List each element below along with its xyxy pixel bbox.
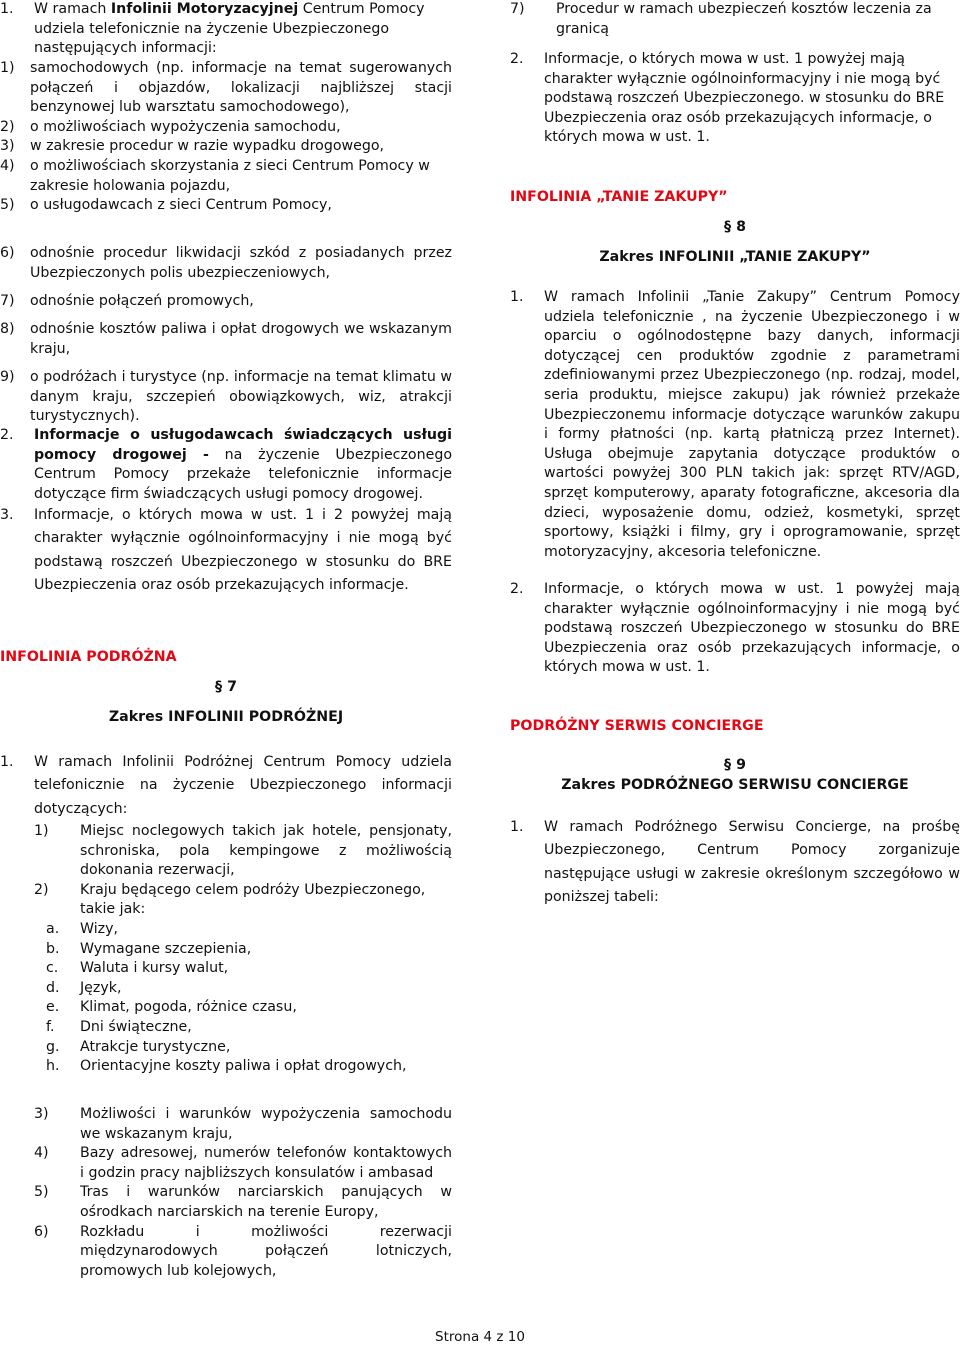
list-item: 4) Bazy adresowej, numerów telefonów kontaktowych i godzin pracy najbliższych konsulatów i ambasad — [34, 1145, 452, 1181]
list-item: 1) samochodowych (np. informacje na temat sugerowanych połączeń i objazdów, lokalizacji najbliższej stacji benzynowej lub warsztatu samochodowego), — [0, 60, 452, 116]
section-heading-red: INFOLINIA PODRÓŻNA — [0, 649, 177, 665]
list-item-text: samochodowych (np. informacje na temat sugerowanych połączeń i objazdów, lokalizacji najbliższej stacji benzynowej lub warsztatu samochodowego), — [30, 60, 452, 116]
travel-list-b — [0, 1105, 452, 1281]
list-item: h. Orientacyjne koszty paliwa i opłat drogowych, — [46, 1058, 407, 1075]
list-item: 5) Tras i warunków narciarskich panujących w ośrodkach narciarskich na terenie Europy, — [34, 1184, 452, 1220]
list-item: e. Klimat, pogoda, różnice czasu, — [46, 999, 297, 1016]
list-item: 2) Kraju będącego celem podróży Ubezpieczonego, takie jak: — [34, 881, 426, 918]
list-item: 4) o możliwościach skorzystania z sieci Centrum Pomocy w zakresie holowania pojazdu, — [0, 157, 430, 194]
list-item: 3) w zakresie procedur w razie wypadku drogowego, — [0, 138, 385, 155]
paragraph-1: 1. W ramach Infolinii „Tanie Zakupy” Centrum Pomocy udziela telefonicznie , na życzenie Ubezpieczonego i w oparciu o ogólnodostępne bazy danych, informacji dotyczącej cen produktów zgodnie z parametrami zdefiniowanymi przez Ubezpieczonego (np. rodzaj, model, seria produktu, miejsce zakupu) jak również przekaże Ubezpieczonemu informacje dotyczące warunków zakupu i formy płatności (np. kartą płatniczą przez Internet). Usługa obejmuje zapytania dotyczące produktów o wartości powyżej 300 PLN takich jak: sprzęt RTV/AGD, sprzęt komputerowy, aparaty fotograficzne, akcesoria dla dzieci, wyposażenie domu, odzież, kosmetyki, sprzęt sportowy, książki i filmy, gry i oprogramowanie, sprzęt motoryzacyjny, akcesoria telefoniczne. — [510, 289, 960, 560]
paragraph-1 — [0, 0, 452, 59]
paragraph-4: 1. W ramach Infolinii Podróżnej Centrum Pomocy udziela telefonicznie na życzenie Ubezpieczonego informacji dotyczących: — [0, 754, 452, 817]
section-number: § 7 — [215, 679, 237, 695]
list-item: g. Atrakcje turystyczne, — [46, 1038, 231, 1055]
list-item: 6) odnośnie procedur likwidacji szkód z posiadanych przez Ubezpieczonych polis ubezpieczeniowych, — [0, 245, 452, 281]
intro-bold: Infolinii Motoryzacyjnej — [110, 1, 299, 17]
travel-letter-list — [0, 920, 452, 1077]
page-footer: Strona 4 z 10 — [435, 1329, 525, 1345]
list-item: c. Waluta i kursy walut, — [46, 960, 229, 977]
intro-text: W ramach — [34, 1, 107, 17]
travel-list-a — [0, 822, 452, 920]
paragraph-2: 2. Informacje o usługodawcach świadczących usługi pomocy drogowej - na życzenie Ubezpieczonego Centrum Pomocy przekaże telefonicznie informacje dotyczące firm świadczących usługi pomocy drogowej. — [0, 427, 453, 502]
list-item: 8) odnośnie kosztów paliwa i opłat drogowych we wskazanym kraju, — [0, 321, 452, 357]
list-item: d. Język, — [46, 979, 122, 996]
section-title: Zakres INFOLINII PODRÓŻNEJ — [108, 709, 344, 725]
paragraph-2: 2. Informacje, o których mowa w ust. 1 powyżej mają charakter wyłącznie ogólnoinformacyjny i nie mogą być podstawą roszczeń Ubezpieczonego. w stosunku do BRE Ubezpieczenia oraz osób przekazujących informacje, o których mowa w ust. 1. — [510, 51, 945, 146]
section-heading-red: INFOLINIA „TANIE ZAKUPY” — [510, 189, 728, 205]
section-title: Zakres INFOLINII „TANIE ZAKUPY” — [599, 249, 871, 265]
list-item: 1) Miejsc noclegowych takich jak hotele, pensjonaty, schroniska, pola kempingowe z możliwością dokonania rezerwacji, — [34, 823, 452, 879]
paragraph-bold: Informacje o usługodawcach świadczących usługi pomocy drogowej - — [34, 427, 452, 463]
list-item: 6) Rozkładu i możliwości rezerwacji międzynarodowych połączeń lotniczych, promowych lub kolejowych, — [34, 1223, 452, 1279]
list-item: 5) o usługodawcach z sieci Centrum Pomocy, — [0, 197, 332, 214]
section-number: § 9 — [724, 757, 746, 773]
list-item: 2) o możliwościach wypożyczenia samochodu, — [0, 118, 341, 135]
paragraph-3: 3. Informacje, o których mowa w ust. 1 i 2 powyżej mają charakter wyłącznie ogólnoinformacyjny i nie mogą być podstawą roszczeń Ubezpieczonego w stosunku do BRE Ubezpieczenia oraz osób przekazujących informacje. — [0, 507, 452, 594]
list-item: 7) Procedur w ramach ubezpieczeń kosztów leczenia za granicą — [510, 1, 932, 37]
paragraph-2b: 2. Informacje, o których mowa w ust. 1 powyżej mają charakter wyłącznie ogólnoinformacyjny i nie mogą być podstawą roszczeń Ubezpieczonego w stosunku do BRE Ubezpieczenia oraz osób przekazujących informacje, o których mowa w ust. 1. — [510, 581, 960, 676]
list-item: f. Dni świąteczne, — [46, 1018, 192, 1035]
section-number: § 8 — [724, 219, 746, 235]
list-item: b. Wymagane szczepienia, — [46, 940, 252, 957]
list-motor-1-5 — [0, 59, 452, 216]
section-title: Zakres PODRÓŻNEGO SERWISU CONCIERGE — [561, 777, 909, 793]
section-heading-red: PODRÓŻNY SERWIS CONCIERGE — [510, 718, 764, 734]
paragraph-number: 1. — [0, 1, 14, 17]
list-item: a. Wizy, — [46, 921, 119, 937]
paragraph-concierge: 1. W ramach Podróżnego Serwisu Concierge, na prośbę Ubezpieczonego, Centrum Pomocy zorganizuje następujące usługi w zakresie określonym szczegółowo w poniższej tabeli: — [510, 819, 960, 906]
list-item: 9) o podróżach i turystyce (np. informacje na temat klimatu w danym kraju, szczepień obowiązkowych, wiz, atrakcji turystycznych). — [0, 369, 452, 425]
intro-text: Centrum Pomocy udziela telefonicznie na życzenie Ubezpieczonego następujących informacji: — [34, 1, 425, 57]
list-item: 7) odnośnie połączeń promowych, — [0, 293, 254, 309]
list-item: 3) Możliwości i warunków wypożyczenia samochodu we wskazanym kraju, — [34, 1106, 452, 1142]
